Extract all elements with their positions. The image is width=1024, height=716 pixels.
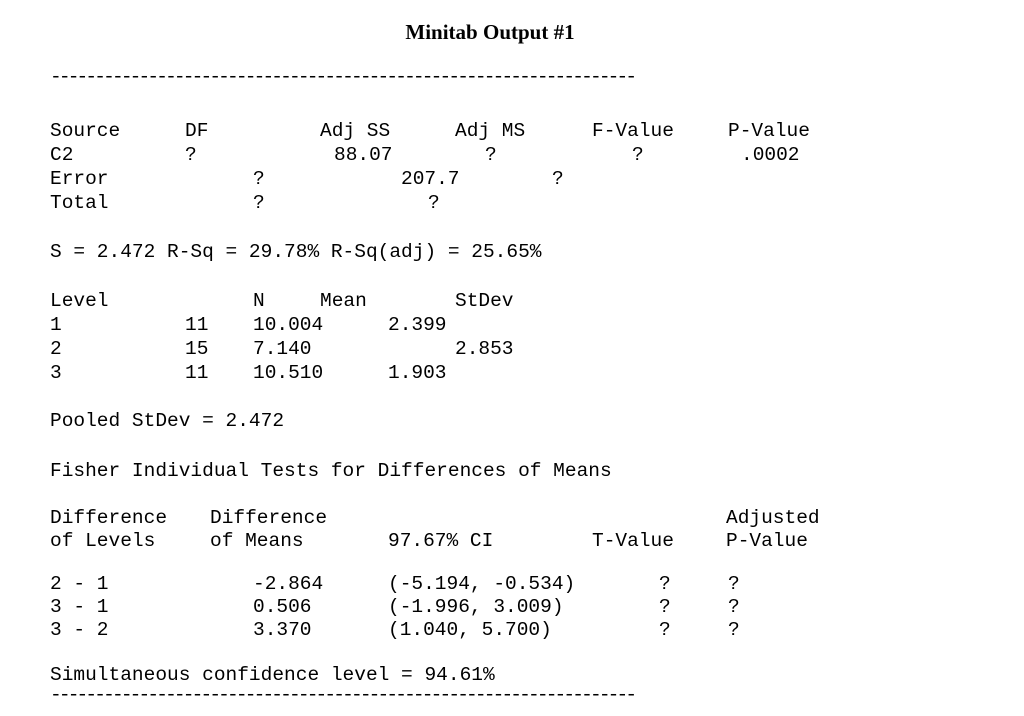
anova-header-fvalue: F-Value xyxy=(592,120,674,142)
anova-cell: .0002 xyxy=(741,144,800,166)
anova-cell: ? xyxy=(552,168,564,190)
fisher-cell: ? xyxy=(659,619,671,641)
fisher-title: Fisher Individual Tests for Differences of Means xyxy=(50,460,612,482)
levels-cell: 10.004 xyxy=(253,314,324,336)
fisher-cell: ? xyxy=(728,619,740,641)
anova-header-adjms: Adj MS xyxy=(455,120,526,142)
anova-cell: 207.7 xyxy=(401,168,460,190)
levels-header-n: N xyxy=(253,290,265,312)
levels-cell: 1.903 xyxy=(388,362,447,384)
anova-cell: ? xyxy=(253,168,265,190)
fisher-cell: 2 - 1 xyxy=(50,573,109,595)
anova-header-source: Source xyxy=(50,120,121,142)
levels-header-level: Level xyxy=(50,290,109,312)
levels-header-mean: Mean xyxy=(320,290,367,312)
bottom-divider: ------------------------------------------------------------------ xyxy=(50,684,635,706)
fisher-cell: 3 - 2 xyxy=(50,619,109,641)
fisher-header: of Means xyxy=(210,530,304,552)
fisher-header: 97.67% CI xyxy=(388,530,494,552)
pooled-stdev: Pooled StDev = 2.472 xyxy=(50,410,285,432)
levels-cell: 7.140 xyxy=(253,338,312,360)
levels-cell: 1 xyxy=(50,314,62,336)
page-title: Minitab Output #1 xyxy=(405,20,575,44)
fisher-header: of Levels xyxy=(50,530,156,552)
fisher-cell: (-1.996, 3.009) xyxy=(388,596,564,618)
anova-cell: ? xyxy=(253,192,265,214)
levels-cell: 11 xyxy=(185,362,209,384)
levels-cell: 3 xyxy=(50,362,62,384)
fisher-cell: 3 - 1 xyxy=(50,596,109,618)
fisher-header: Difference xyxy=(210,507,328,529)
fisher-header: Difference xyxy=(50,507,168,529)
fisher-header: P-Value xyxy=(726,530,808,552)
levels-cell: 11 xyxy=(185,314,209,336)
anova-header-adjss: Adj SS xyxy=(320,120,391,142)
model-summary: S = 2.472 R-Sq = 29.78% R-Sq(adj) = 25.65% xyxy=(50,241,542,263)
top-divider: ------------------------------------------------------------------ xyxy=(50,66,635,88)
anova-cell: ? xyxy=(428,192,440,214)
fisher-cell: ? xyxy=(659,596,671,618)
anova-cell: C2 xyxy=(50,144,74,166)
levels-cell: 2.853 xyxy=(455,338,514,360)
anova-cell: ? xyxy=(632,144,644,166)
levels-cell: 15 xyxy=(185,338,209,360)
fisher-cell: ? xyxy=(728,573,740,595)
fisher-header: T-Value xyxy=(592,530,674,552)
fisher-cell: 0.506 xyxy=(253,596,312,618)
anova-cell: 88.07 xyxy=(334,144,393,166)
anova-cell: Error xyxy=(50,168,109,190)
fisher-header: Adjusted xyxy=(726,507,820,529)
fisher-cell: ? xyxy=(728,596,740,618)
anova-cell: ? xyxy=(185,144,197,166)
fisher-cell: ? xyxy=(659,573,671,595)
simultaneous-confidence: Simultaneous confidence level = 94.61% xyxy=(50,664,495,686)
anova-cell: ? xyxy=(485,144,497,166)
levels-cell: 10.510 xyxy=(253,362,324,384)
anova-cell: Total xyxy=(50,192,109,214)
fisher-cell: 3.370 xyxy=(253,619,312,641)
anova-header-df: DF xyxy=(185,120,209,142)
fisher-cell: (1.040, 5.700) xyxy=(388,619,552,641)
levels-cell: 2 xyxy=(50,338,62,360)
levels-header-stdev: StDev xyxy=(455,290,514,312)
fisher-cell: -2.864 xyxy=(253,573,324,595)
levels-cell: 2.399 xyxy=(388,314,447,336)
anova-header-pvalue: P-Value xyxy=(728,120,810,142)
fisher-cell: (-5.194, -0.534) xyxy=(388,573,576,595)
